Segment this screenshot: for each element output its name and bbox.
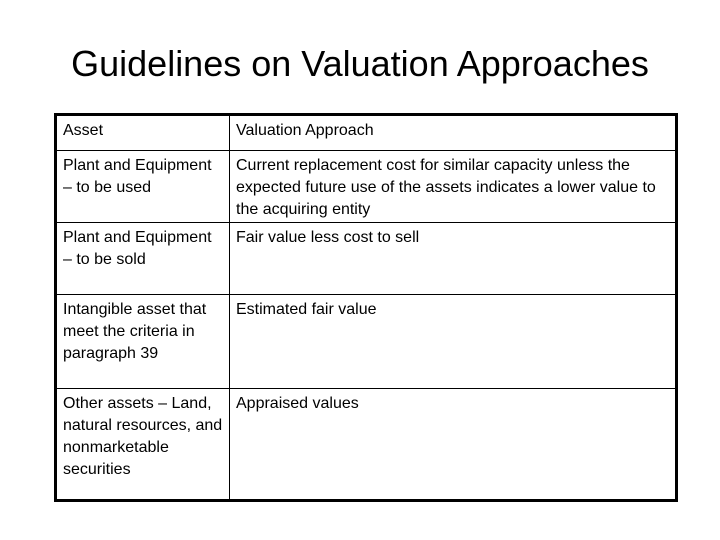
- approach-cell: Estimated fair value: [230, 295, 676, 389]
- table-row: [57, 151, 676, 223]
- asset-cell: Plant and Equipment – to be used: [57, 151, 230, 223]
- asset-cell: Intangible asset that meet the criteria in paragraph 39: [57, 295, 230, 389]
- approach-cell: Fair value less cost to sell: [230, 223, 676, 295]
- asset-cell: Other assets – Land, natural resources, and nonmarketable securities: [57, 389, 230, 500]
- header-valuation-approach: Valuation Approach: [230, 116, 676, 151]
- slide-title: Guidelines on Valuation Approaches: [71, 43, 649, 84]
- table-row: [57, 223, 676, 295]
- table-header-row: [57, 116, 676, 151]
- approach-cell: Appraised values: [230, 389, 676, 500]
- header-asset: Asset: [57, 116, 230, 151]
- valuation-table: [54, 113, 678, 502]
- table-row: [57, 389, 676, 500]
- approach-cell: Current replacement cost for similar capacity unless the expected future use of the assets indicates a lower value to the acquiring entity: [230, 151, 676, 223]
- table-row: [57, 295, 676, 389]
- asset-cell: Plant and Equipment – to be sold: [57, 223, 230, 295]
